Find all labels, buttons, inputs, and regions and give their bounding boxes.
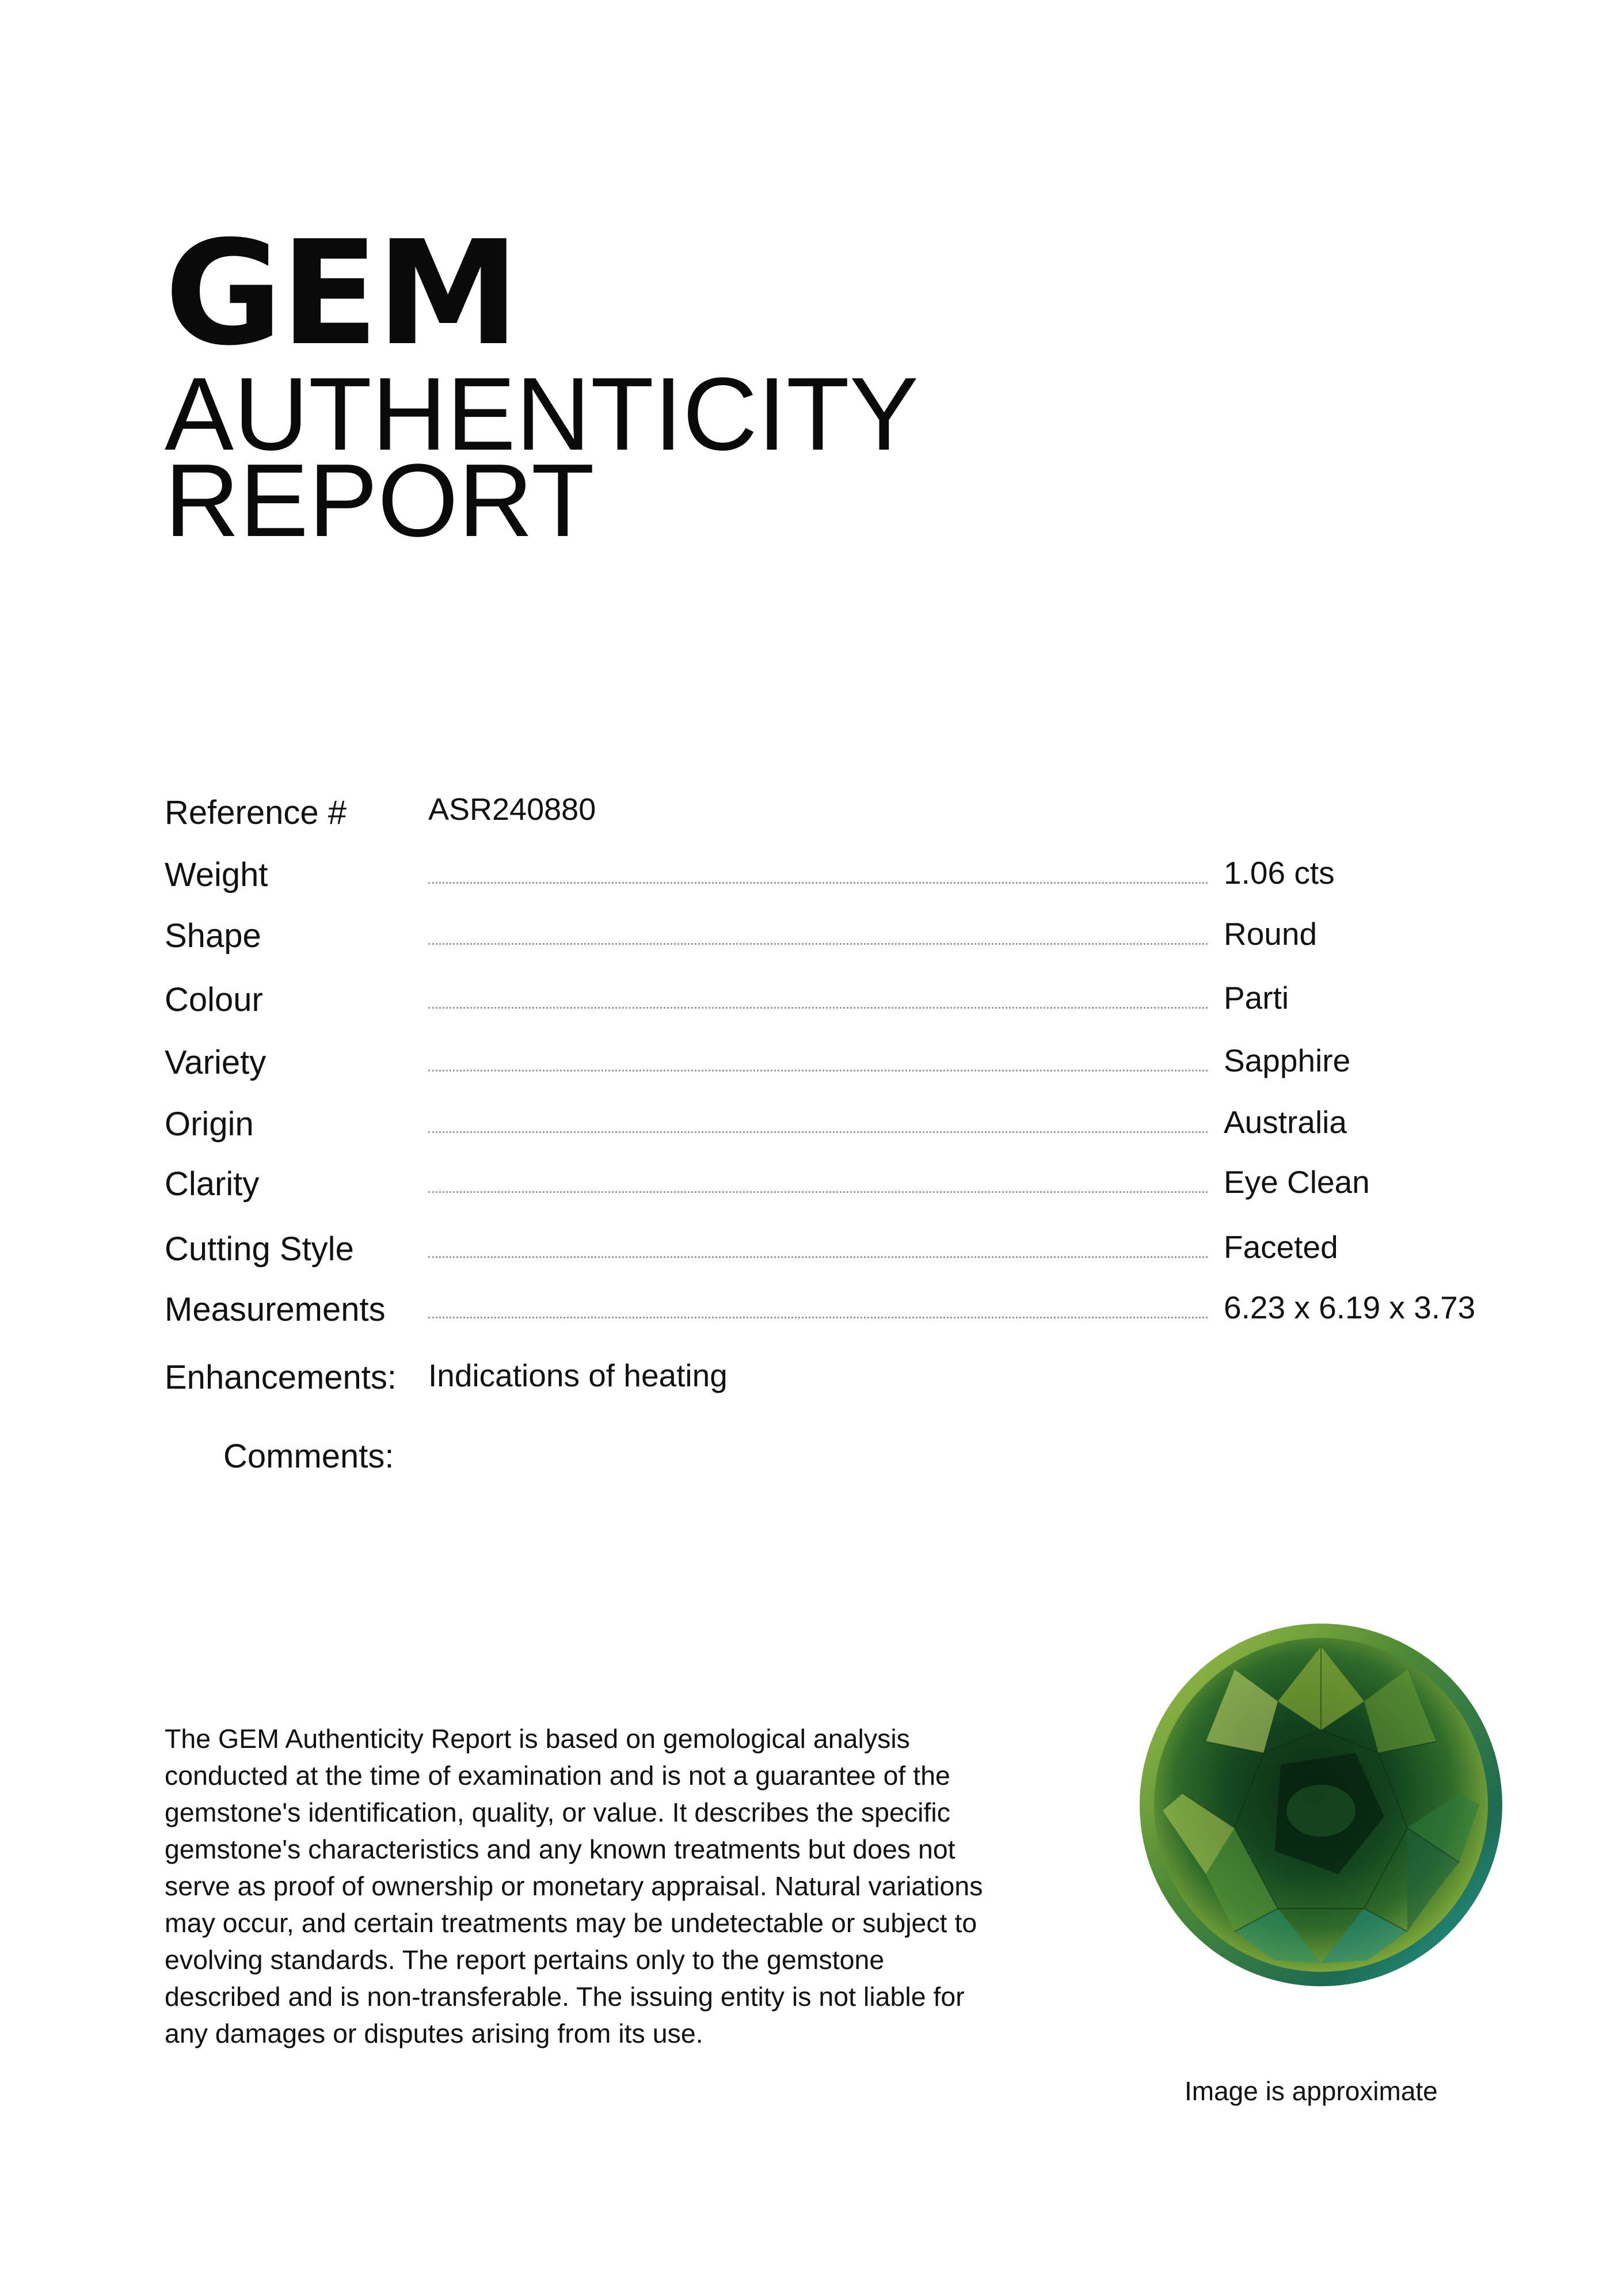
property-value: Round	[1224, 916, 1318, 952]
comments-label: Comments:	[223, 1438, 394, 1475]
property-row-clarity	[165, 1161, 1488, 1207]
property-value: Faceted	[1224, 1229, 1338, 1265]
reference-label: Reference #	[165, 794, 347, 831]
dotted-leader	[428, 1256, 1208, 1258]
report-title-gem: GEM	[165, 210, 517, 377]
property-row-weight	[165, 852, 1488, 898]
property-row-variety	[165, 1040, 1488, 1086]
property-value: 1.06 cts	[1224, 855, 1335, 891]
property-value: Australia	[1224, 1104, 1347, 1140]
property-value: Eye Clean	[1224, 1164, 1370, 1200]
dotted-leader	[428, 882, 1208, 884]
disclaimer-text: The GEM Authenticity Report is based on gemological analysis conducted at the time of examination and is not a guarantee of the gemstone's identification, quality, or value. It describes the specific gemstone's characteristics and any known treatments but does not serve as proof of ownership or monetary appraisal. Natural variations may occur, and certain treatments may be undetectable or subject to evolving standards. The report pertains only to the gemstone described and is non-transferable. The issuing entity is not liable for any damages or disputes arising from its use.	[165, 1724, 983, 2048]
property-label: Variety	[165, 1044, 266, 1081]
property-row-cutting-style	[165, 1226, 1488, 1272]
property-label: Origin	[165, 1105, 254, 1143]
property-row-colour	[165, 977, 1488, 1023]
property-label: Weight	[165, 856, 268, 894]
property-value: 6.23 x 6.19 x 3.73	[1224, 1290, 1476, 1325]
property-row-shape	[165, 913, 1488, 959]
report-title-report: REPORT	[165, 443, 595, 558]
dotted-leader	[428, 1070, 1208, 1071]
enhancements-label: Enhancements:	[165, 1359, 397, 1396]
dotted-leader	[428, 1131, 1208, 1133]
gemstone-photo	[1137, 1621, 1505, 1989]
property-label: Measurements	[165, 1291, 386, 1328]
property-label: Colour	[165, 981, 263, 1018]
report-title-authenticity: AUTHENTICITY	[165, 356, 919, 472]
enhancements-value: Indications of heating	[428, 1358, 728, 1393]
property-row-measurements	[165, 1287, 1488, 1333]
property-row-origin	[165, 1101, 1488, 1147]
dotted-leader	[428, 1007, 1208, 1009]
reference-row	[165, 790, 1488, 836]
property-label: Clarity	[165, 1165, 260, 1203]
dotted-leader	[428, 1191, 1208, 1193]
reference-value: ASR240880	[428, 792, 596, 827]
property-label: Shape	[165, 917, 261, 955]
dotted-leader	[428, 943, 1208, 945]
property-value: Parti	[1224, 980, 1289, 1016]
dotted-leader	[428, 1317, 1208, 1318]
property-label: Cutting Style	[165, 1230, 354, 1268]
enhancements-row	[165, 1355, 1488, 1401]
property-value: Sapphire	[1224, 1043, 1351, 1078]
image-caption: Image is approximate	[1185, 2076, 1438, 2106]
